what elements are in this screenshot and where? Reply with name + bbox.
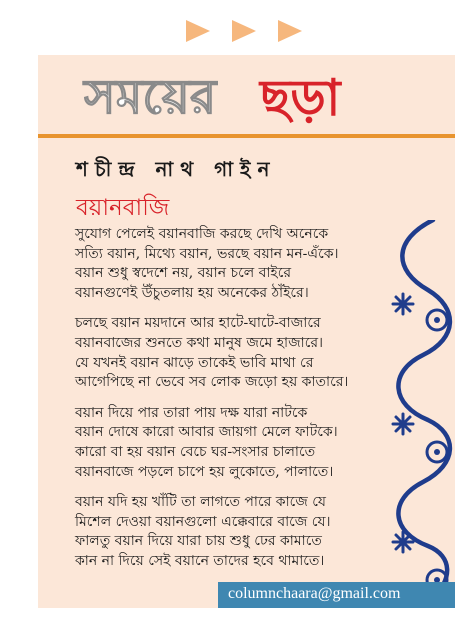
poem-line: আগেপিছে না ভেবে সব লোক জড়ো হয় কাতারে। (75, 374, 349, 391)
poem-line: বয়ান যদি হয় খাঁটি তা লাগতে পারে কাজে যে (75, 494, 326, 511)
star-icon (393, 532, 413, 552)
poem-line: কারো বা হয় বয়ান বেচে ঘর-সংসার চালাতে (75, 443, 316, 460)
poem-line: ফালতু বয়ান দিয়ে যারা চায় শুধু ঢের কামাতে (75, 533, 322, 550)
stanza (75, 225, 435, 303)
poem-line: মিশেল দেওয়া বয়ানগুলো এক্কেবারে বাজে যে। (75, 513, 331, 530)
poem-title: বয়ানবাজি (76, 195, 170, 221)
title-divider (38, 134, 455, 138)
author-name: শচীন্দ্র নাথ গাইন (76, 157, 277, 181)
column-panel (38, 55, 455, 608)
poem-line: যে যখনই বয়ান ঝাড়ে তাকেই ভাবি মাথা রে (75, 354, 314, 371)
column-title-part2: ছড়া (260, 69, 341, 125)
poem-line: সত্যি বয়ান, মিথ্যে বয়ান, ভরছে বয়ান মন-এঁকে। (75, 245, 339, 262)
poem-line: বয়ানবাজের শুনতে কথা মানুষ জমে হাজারে। (75, 334, 324, 351)
poem-line: বয়ানবাজে পড়লে চাপে হয় লুকোতে, পালাতে। (75, 463, 334, 480)
email-bar (218, 582, 455, 608)
star-icon (393, 294, 413, 314)
stanza (75, 314, 435, 392)
column-title (48, 61, 448, 125)
poem-line: বয়ানগুণেই উঁচুতলায় হয় অনেকের ঠাঁইরে। (75, 284, 309, 301)
poem-line: বয়ান দিয়ে পার তারা পায় দক্ষ যারা নাটকে (75, 404, 308, 421)
stanza (75, 404, 435, 482)
poem-line: চলছে বয়ান ময়দানে আর হাটে-ঘাটে-বাজারে (75, 315, 321, 332)
poem-line: সুযোগ পেলেই বয়ানবাজি করছে দেখি অনেকে (75, 226, 329, 242)
arrow-decoration-icon (186, 18, 306, 44)
contact-email-link[interactable]: columnchaara@gmail.com (228, 585, 401, 602)
column-title-part1: সময়ের (84, 69, 217, 125)
poem-line: বয়ান শুধু স্বদেশে নয়, বয়ান চলে বাইরে (75, 265, 292, 282)
poem-body (75, 225, 435, 583)
poem-line: বয়ান দোষে কারো আবার জায়গা মেলে ফাটকে। (75, 424, 338, 441)
star-icon (393, 414, 413, 434)
stanza (75, 493, 435, 571)
poem-line: কান না দিয়ে সেই বয়ানে তাদের হবে থামাতে। (75, 552, 325, 569)
vine-ornament-icon (383, 220, 455, 600)
